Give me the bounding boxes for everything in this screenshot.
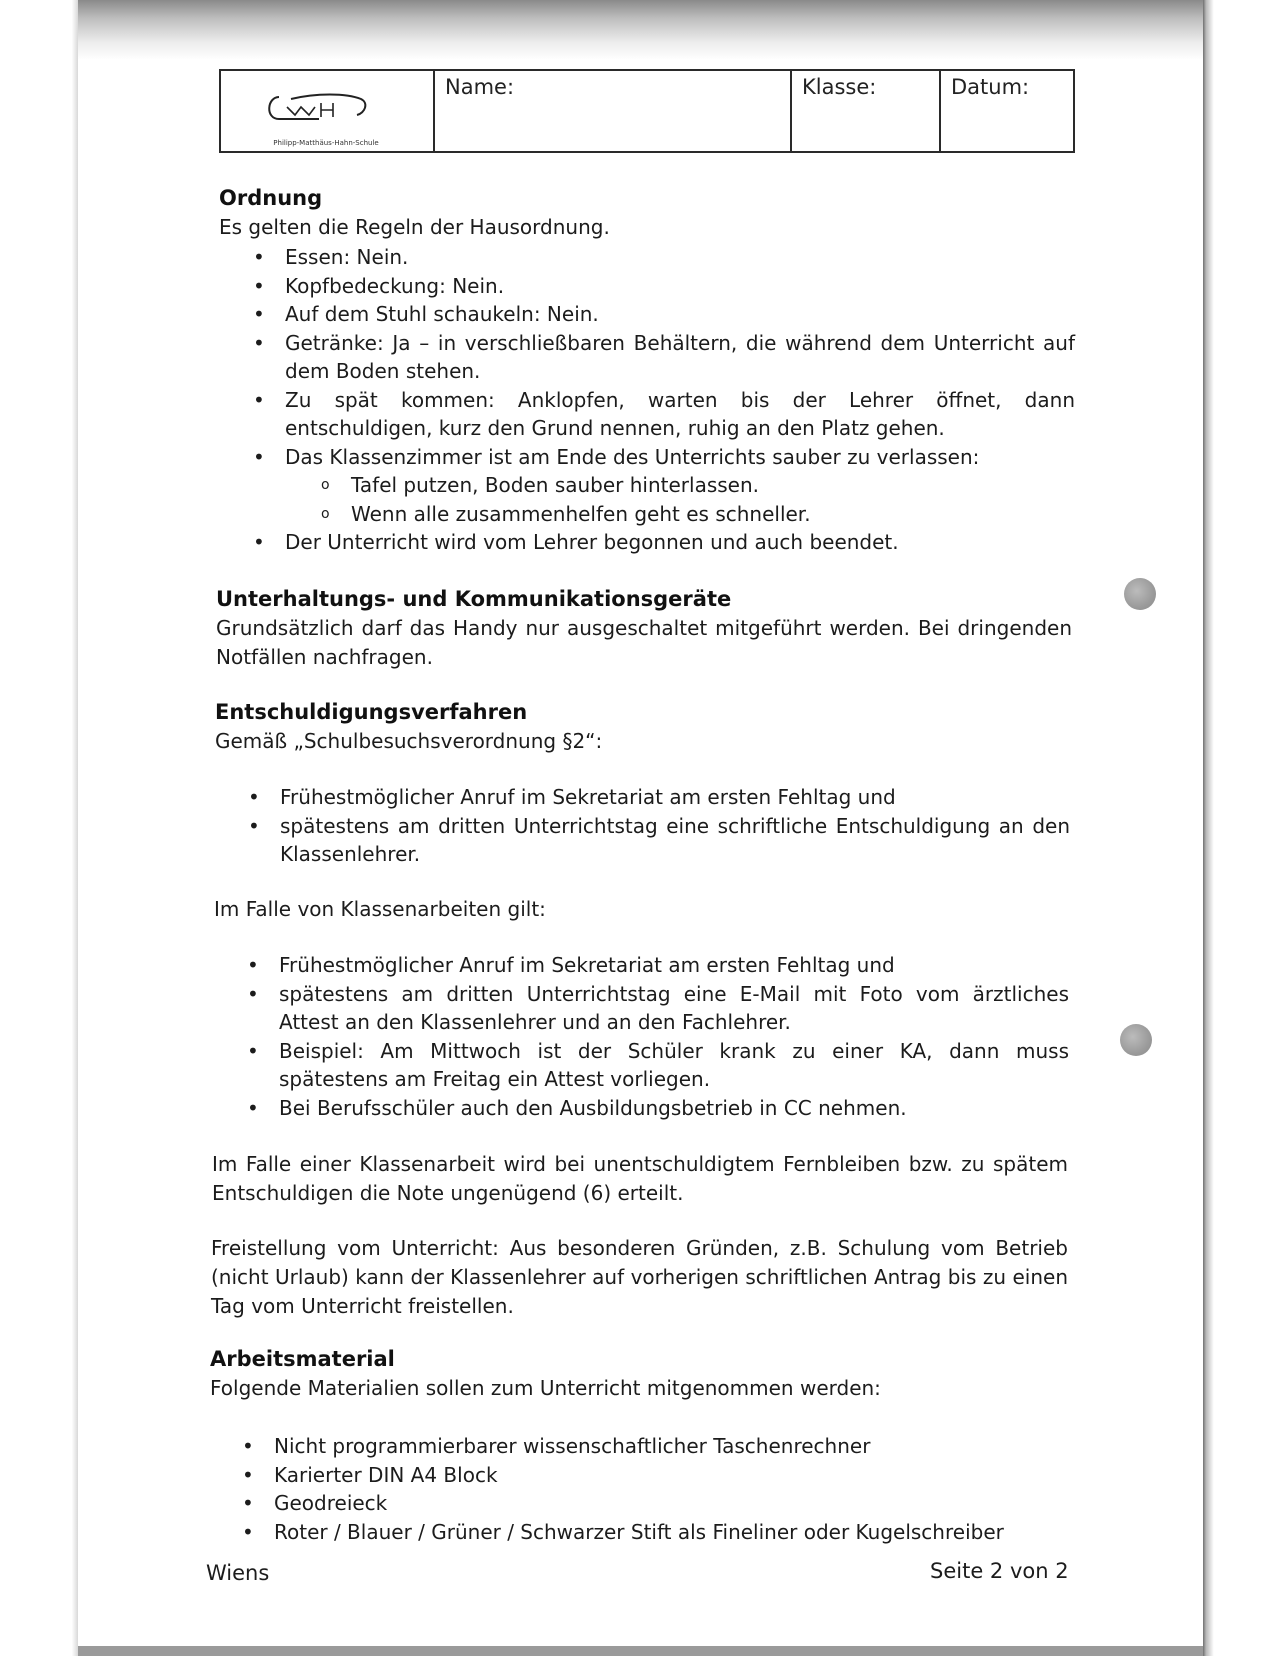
ordnung-intro: Es gelten die Regeln der Hausordnung.: [219, 215, 610, 239]
material-list: [242, 1432, 1074, 1546]
scan-edge-left: [0, 0, 78, 1656]
name-label: Name:: [445, 75, 515, 99]
list-item: • spätestens am dritten Unterrichtstag eine E-Mail mit Foto vom ärztliches Attest an den Klassenlehrer und an den Fachlehrer.: [247, 981, 1069, 1034]
bullet-icon: •: [242, 1462, 254, 1487]
list-item: • Kopfbedeckung: Nein.: [285, 272, 1075, 301]
list-item: • Bei Berufsschüler auch den Ausbildungsbetrieb in CC nehmen.: [279, 1094, 1069, 1123]
class-cell: [792, 71, 941, 151]
school-logo-icon: [261, 91, 381, 125]
ordnung-list: [253, 243, 1075, 557]
bullet-icon: •: [242, 1491, 254, 1515]
punch-hole-upper: [1124, 578, 1156, 610]
list-item: • Essen: Nein.: [285, 243, 1075, 272]
bullet-icon: •: [247, 981, 259, 1006]
list-item: • Beispiel: Am Mittwoch ist der Schüler krank zu einer KA, dann muss spätestens am Freitag ein Attest vorliegen.: [247, 1038, 1069, 1091]
entschuldigung-intro: Gemäß „Schulbesuchsverordnung §2“:: [215, 729, 603, 753]
list-item: • Zu spät kommen: Anklopfen, warten bis der Lehrer öffnet, dann entschuldigen, kurz den Grund nennen, ruhig an den Platz gehen.: [253, 387, 1075, 440]
scan-shadow-top: [0, 0, 1280, 60]
list-item: • Nicht programmierbarer wissenschaftlicher Taschenrechner: [274, 1432, 1074, 1461]
list-item: • Getränke: Ja – in verschließbaren Behältern, die während dem Unterricht auf dem Boden stehen.: [253, 330, 1075, 383]
bullet-icon: •: [242, 1434, 254, 1458]
bullet-icon: •: [248, 785, 260, 809]
bullet-icon: •: [253, 273, 265, 298]
footer-page-number: Seite 2 von 2: [930, 1559, 1069, 1583]
logo-cell: [221, 71, 435, 151]
bullet-icon: •: [253, 387, 265, 412]
freistellung-text: Freistellung vom Unterricht: Aus besonderen Gründen, z.B. Schulung vom Betrieb (nicht Urlaub) kann der Klassenlehrer auf vorherigen schriftlichen Antrag bis zu einen Tag vom Unterricht freistellen.: [211, 1236, 1068, 1318]
scan-edge-right: [1203, 0, 1280, 1656]
date-cell: [941, 71, 1073, 151]
list-item: • Frühestmöglicher Anruf im Sekretariat am ersten Fehltag und: [280, 783, 1070, 812]
bullet-icon: •: [253, 530, 265, 554]
ka-note: Im Falle einer Klassenarbeit wird bei unentschuldigtem Fernbleiben bzw. zu spätem Entschuldigen die Note ungenügend (6) erteilt.: [212, 1152, 1068, 1205]
ka-list: [247, 951, 1069, 1122]
entschuldigung-list: [248, 783, 1070, 869]
material-heading: Arbeitsmaterial: [210, 1347, 395, 1371]
punch-hole-lower: [1120, 1024, 1152, 1056]
footer-author: Wiens: [206, 1561, 270, 1585]
scan-edge-bottom: [78, 1646, 1203, 1656]
material-intro: Folgende Materialien sollen zum Unterricht mitgenommen werden:: [210, 1376, 881, 1400]
bullet-icon: •: [247, 953, 259, 977]
school-name: Philipp-Matthäus-Hahn-Schule: [273, 139, 379, 147]
list-item: • spätestens am dritten Unterrichtstag eine schriftliche Entschuldigung an den Klassenlehrer.: [248, 813, 1070, 866]
bullet-icon: •: [247, 1038, 259, 1063]
bullet-icon: •: [253, 245, 265, 269]
bullet-icon: •: [247, 1095, 259, 1120]
list-subitem: o Wenn alle zusammenhelfen geht es schneller.: [351, 500, 1075, 529]
date-label: Datum:: [951, 75, 1030, 99]
header-table: [219, 69, 1075, 153]
list-item: • Auf dem Stuhl schaukeln: Nein.: [285, 300, 1075, 329]
entschuldigung-heading: Entschuldigungsverfahren: [215, 700, 528, 724]
bullet-icon: •: [242, 1519, 254, 1544]
list-item: • Roter / Blauer / Grüner / Schwarzer Stift als Fineliner oder Kugelschreiber: [274, 1518, 1074, 1547]
bullet-icon: •: [253, 444, 265, 469]
list-item: • Karierter DIN A4 Block: [274, 1461, 1074, 1490]
sub-bullet-icon: o: [321, 505, 330, 522]
name-cell: [435, 71, 792, 151]
ordnung-heading: Ordnung: [219, 186, 323, 210]
geraete-text: Grundsätzlich darf das Handy nur ausgeschaltet mitgeführt werden. Bei dringenden Notfällen nachfragen.: [216, 616, 1072, 669]
geraete-heading: Unterhaltungs- und Kommunikationsgeräte: [216, 587, 732, 611]
ordnung-sublist: [321, 471, 1075, 528]
sub-bullet-icon: o: [321, 477, 330, 493]
list-subitem: o Tafel putzen, Boden sauber hinterlassen.: [351, 471, 1075, 500]
bullet-icon: •: [253, 302, 265, 326]
list-item: • Frühestmöglicher Anruf im Sekretariat am ersten Fehltag und: [279, 951, 1069, 980]
bullet-icon: •: [253, 330, 265, 355]
class-label: Klasse:: [802, 75, 877, 99]
list-item: • Der Unterricht wird vom Lehrer begonnen und auch beendet.: [285, 528, 1075, 557]
bullet-icon: •: [248, 813, 260, 838]
ka-intro: Im Falle von Klassenarbeiten gilt:: [214, 897, 546, 921]
list-item: • Geodreieck: [274, 1489, 1074, 1518]
list-item: • Das Klassenzimmer ist am Ende des Unterrichts sauber zu verlassen: o Tafel putzen, Boden sauber hinterlassen. o Wenn alle zusammenhelfen geht es schneller.: [285, 443, 1075, 529]
